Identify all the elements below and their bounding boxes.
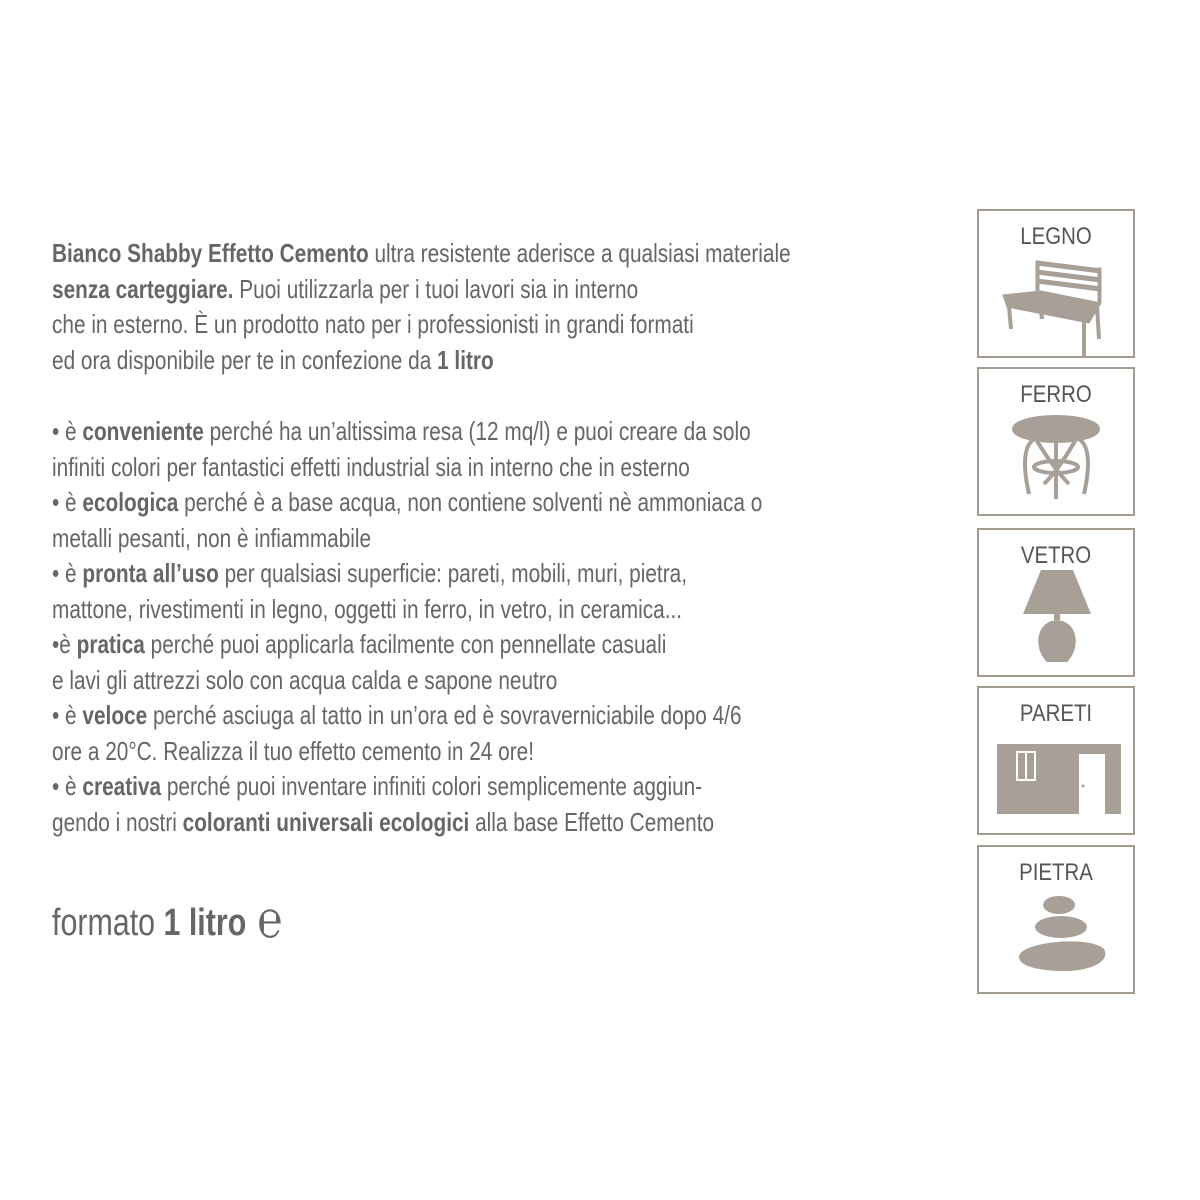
bench-icon bbox=[979, 211, 1137, 360]
intro-line bbox=[52, 307, 791, 343]
text: •è bbox=[52, 629, 77, 659]
text: metalli pesanti, non è infiammabile bbox=[52, 522, 372, 553]
lamp-icon bbox=[979, 530, 1137, 679]
bold-text: veloce bbox=[82, 700, 148, 730]
surface-label: FERRO bbox=[1020, 381, 1092, 408]
feature-line bbox=[52, 450, 762, 486]
bold-text: conveniente bbox=[82, 416, 204, 446]
feature-line bbox=[52, 805, 762, 841]
bold-text: pronta all’uso bbox=[82, 558, 219, 588]
surface-label: PARETI bbox=[1019, 700, 1093, 727]
bold-text: 1 litro bbox=[437, 344, 494, 375]
text: • è bbox=[52, 771, 83, 801]
text: ultra resistente aderisce a qualsiasi materiale bbox=[368, 238, 791, 268]
text: perché ha un’altissima resa (12 mq/l) e puoi creare da solo bbox=[203, 416, 751, 446]
feature-line bbox=[52, 734, 762, 770]
feature-line bbox=[52, 521, 762, 557]
feature-line bbox=[52, 663, 762, 699]
bold-text: coloranti universali ecologici bbox=[182, 806, 470, 837]
text: e lavi gli attrezzi solo con acqua calda e sapone neutro bbox=[52, 664, 558, 695]
format-label bbox=[52, 890, 282, 950]
intro-line bbox=[52, 236, 791, 272]
feature-line bbox=[52, 769, 762, 805]
format-value: 1 litro bbox=[163, 902, 247, 944]
stones-icon bbox=[979, 847, 1137, 996]
surface-label: LEGNO bbox=[1020, 223, 1092, 250]
table-icon bbox=[979, 369, 1137, 518]
text: • è bbox=[52, 487, 83, 517]
text: • è bbox=[52, 700, 83, 730]
bold-text: ecologica bbox=[82, 487, 179, 517]
text: gendo i nostri bbox=[52, 806, 183, 837]
surface-ferro bbox=[977, 367, 1135, 516]
intro-line bbox=[52, 343, 791, 379]
surface-label: VETRO bbox=[1020, 542, 1092, 569]
text: infiniti colori per fantastici effetti industrial sia in interno che in esterno bbox=[52, 451, 690, 482]
surface-vetro bbox=[977, 528, 1135, 677]
text: • è bbox=[52, 558, 83, 588]
format-text: formato bbox=[52, 902, 164, 944]
text: Puoi utilizzarla per i tuoi lavori sia in interno bbox=[233, 273, 639, 304]
surface-label: PIETRA bbox=[1019, 859, 1093, 886]
surface-pareti bbox=[977, 686, 1135, 835]
bold-text: pratica bbox=[76, 629, 145, 659]
text: ed ora disponibile per te in confezione da bbox=[52, 344, 438, 375]
feature-line bbox=[52, 485, 762, 521]
text: per qualsiasi superficie: pareti, mobili, muri, pietra, bbox=[218, 558, 687, 588]
feature-line bbox=[52, 592, 762, 628]
text: che in esterno. È un prodotto nato per i professionisti in grandi formati bbox=[52, 309, 694, 339]
surface-legno bbox=[977, 209, 1135, 358]
feature-line bbox=[52, 414, 762, 450]
text: ore a 20°C. Realizza il tuo effetto cemento in 24 ore! bbox=[52, 735, 534, 766]
bold-text: Bianco Shabby Effetto Cemento bbox=[52, 238, 369, 268]
text: perché puoi inventare infiniti colori semplicemente aggiun- bbox=[161, 771, 703, 801]
feature-line bbox=[52, 627, 762, 663]
feature-line bbox=[52, 698, 762, 734]
intro-line bbox=[52, 272, 791, 308]
estimated-sign-icon: ℮ bbox=[257, 890, 283, 950]
feature-line bbox=[52, 556, 762, 592]
bold-text: senza carteggiare. bbox=[52, 273, 234, 304]
bold-text: creativa bbox=[82, 771, 162, 801]
text: perché puoi applicarla facilmente con pennellate casuali bbox=[144, 629, 667, 659]
text: perché asciuga al tatto in un’ora ed è sovraverniciabile dopo 4/6 bbox=[147, 700, 742, 730]
text: • è bbox=[52, 416, 83, 446]
intro-paragraph bbox=[52, 236, 975, 378]
text: perché è a base acqua, non contiene solventi nè ammoniaca o bbox=[178, 487, 763, 517]
feature-list bbox=[52, 414, 940, 840]
text: mattone, rivestimenti in legno, oggetti in ferro, in vetro, in ceramica... bbox=[52, 593, 683, 624]
surface-pietra bbox=[977, 845, 1135, 994]
wall-icon bbox=[979, 688, 1137, 837]
text: alla base Effetto Cemento bbox=[469, 806, 715, 837]
